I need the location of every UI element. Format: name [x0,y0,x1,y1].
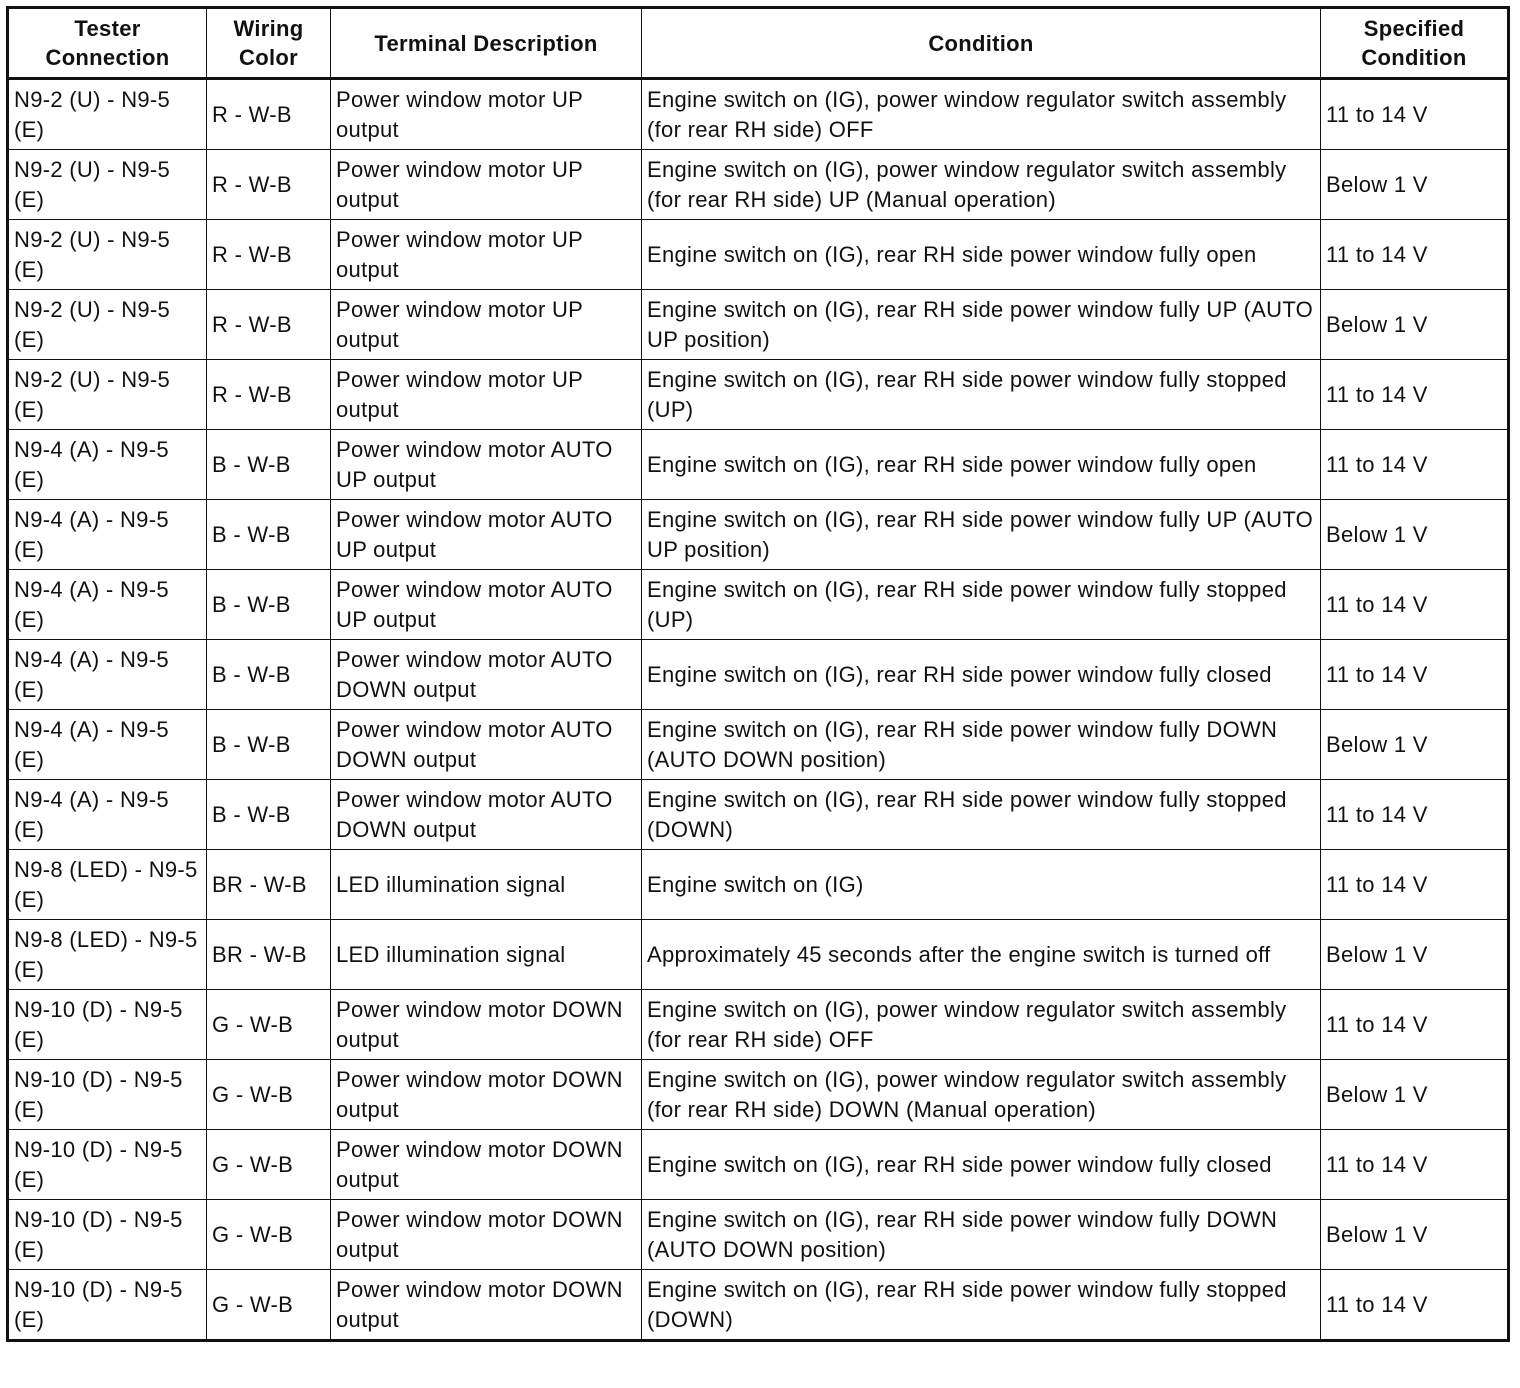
cell-condition: Engine switch on (IG), power window regulator switch assembly (for rear RH side) OFF [642,79,1321,150]
cell-wiring-color: G - W-B [207,1200,331,1270]
cell-wiring-color: B - W-B [207,780,331,850]
table-row [8,290,1509,360]
cell-wiring-color: BR - W-B [207,850,331,920]
table-row [8,1270,1509,1341]
cell-condition: Engine switch on (IG), rear RH side power window fully open [642,430,1321,500]
cell-specified-condition: 11 to 14 V [1321,430,1509,500]
cell-tester-connection: N9-2 (U) - N9-5 (E) [8,360,207,430]
cell-tester-connection: N9-4 (A) - N9-5 (E) [8,640,207,710]
table-row [8,360,1509,430]
cell-wiring-color: G - W-B [207,1060,331,1130]
cell-specified-condition: Below 1 V [1321,290,1509,360]
cell-tester-connection: N9-10 (D) - N9-5 (E) [8,1130,207,1200]
cell-specified-condition: Below 1 V [1321,1200,1509,1270]
cell-terminal-description: Power window motor AUTO UP output [331,500,642,570]
cell-terminal-description: Power window motor DOWN output [331,1270,642,1341]
cell-terminal-description: Power window motor UP output [331,220,642,290]
header-specified-condition: Specified Condition [1321,8,1509,79]
header-tester-connection: Tester Connection [8,8,207,79]
header-condition: Condition [642,8,1321,79]
cell-specified-condition: Below 1 V [1321,920,1509,990]
table-row [8,1060,1509,1130]
cell-tester-connection: N9-4 (A) - N9-5 (E) [8,710,207,780]
cell-wiring-color: R - W-B [207,220,331,290]
header-terminal-description: Terminal Description [331,8,642,79]
cell-specified-condition: 11 to 14 V [1321,360,1509,430]
cell-terminal-description: Power window motor DOWN output [331,1200,642,1270]
cell-terminal-description: Power window motor UP output [331,79,642,150]
cell-tester-connection: N9-2 (U) - N9-5 (E) [8,290,207,360]
table-row [8,150,1509,220]
cell-condition: Engine switch on (IG), rear RH side power window fully open [642,220,1321,290]
cell-terminal-description: Power window motor AUTO DOWN output [331,640,642,710]
cell-wiring-color: B - W-B [207,430,331,500]
cell-specified-condition: 11 to 14 V [1321,640,1509,710]
cell-terminal-description: Power window motor AUTO DOWN output [331,780,642,850]
cell-specified-condition: 11 to 14 V [1321,990,1509,1060]
cell-wiring-color: BR - W-B [207,920,331,990]
cell-condition: Engine switch on (IG), rear RH side power window fully stopped (DOWN) [642,780,1321,850]
cell-wiring-color: B - W-B [207,570,331,640]
table-row [8,640,1509,710]
cell-terminal-description: Power window motor UP output [331,290,642,360]
cell-tester-connection: N9-4 (A) - N9-5 (E) [8,500,207,570]
cell-condition: Engine switch on (IG), power window regulator switch assembly (for rear RH side) DOWN (Manual operation) [642,1060,1321,1130]
table-row [8,570,1509,640]
table-row [8,710,1509,780]
cell-wiring-color: B - W-B [207,500,331,570]
cell-tester-connection: N9-2 (U) - N9-5 (E) [8,220,207,290]
cell-specified-condition: 11 to 14 V [1321,1270,1509,1341]
cell-specified-condition: Below 1 V [1321,1060,1509,1130]
cell-tester-connection: N9-10 (D) - N9-5 (E) [8,990,207,1060]
table-row [8,850,1509,920]
cell-condition: Engine switch on (IG), rear RH side power window fully DOWN (AUTO DOWN position) [642,1200,1321,1270]
table-row [8,920,1509,990]
cell-condition: Engine switch on (IG), rear RH side power window fully UP (AUTO UP position) [642,290,1321,360]
cell-condition: Engine switch on (IG), rear RH side power window fully DOWN (AUTO DOWN position) [642,710,1321,780]
cell-specified-condition: Below 1 V [1321,150,1509,220]
cell-condition: Engine switch on (IG), rear RH side power window fully stopped (UP) [642,570,1321,640]
cell-tester-connection: N9-4 (A) - N9-5 (E) [8,780,207,850]
cell-tester-connection: N9-8 (LED) - N9-5 (E) [8,850,207,920]
cell-specified-condition: 11 to 14 V [1321,79,1509,150]
cell-condition: Engine switch on (IG), rear RH side power window fully UP (AUTO UP position) [642,500,1321,570]
cell-tester-connection: N9-2 (U) - N9-5 (E) [8,79,207,150]
cell-terminal-description: Power window motor AUTO UP output [331,570,642,640]
table-header-row [8,8,1509,79]
cell-tester-connection: N9-8 (LED) - N9-5 (E) [8,920,207,990]
cell-terminal-description: Power window motor DOWN output [331,1060,642,1130]
cell-specified-condition: 11 to 14 V [1321,1130,1509,1200]
cell-condition: Engine switch on (IG) [642,850,1321,920]
cell-condition: Approximately 45 seconds after the engine switch is turned off [642,920,1321,990]
terminal-check-table [6,6,1510,1342]
cell-specified-condition: 11 to 14 V [1321,850,1509,920]
cell-terminal-description: Power window motor DOWN output [331,1130,642,1200]
cell-wiring-color: G - W-B [207,1270,331,1341]
cell-wiring-color: R - W-B [207,150,331,220]
table-row [8,430,1509,500]
table-row [8,990,1509,1060]
cell-specified-condition: Below 1 V [1321,710,1509,780]
table-row [8,780,1509,850]
cell-terminal-description: Power window motor UP output [331,360,642,430]
table-row [8,1130,1509,1200]
cell-wiring-color: B - W-B [207,640,331,710]
table-row [8,220,1509,290]
cell-condition: Engine switch on (IG), rear RH side power window fully stopped (UP) [642,360,1321,430]
cell-wiring-color: R - W-B [207,290,331,360]
cell-tester-connection: N9-10 (D) - N9-5 (E) [8,1200,207,1270]
cell-wiring-color: B - W-B [207,710,331,780]
terminal-table-container [6,6,1510,1342]
cell-terminal-description: Power window motor UP output [331,150,642,220]
cell-terminal-description: Power window motor AUTO UP output [331,430,642,500]
cell-terminal-description: LED illumination signal [331,850,642,920]
cell-condition: Engine switch on (IG), power window regulator switch assembly (for rear RH side) OFF [642,990,1321,1060]
cell-specified-condition: Below 1 V [1321,500,1509,570]
cell-wiring-color: R - W-B [207,360,331,430]
cell-specified-condition: 11 to 14 V [1321,220,1509,290]
header-wiring-color: Wiring Color [207,8,331,79]
cell-wiring-color: G - W-B [207,990,331,1060]
table-row [8,79,1509,150]
cell-tester-connection: N9-10 (D) - N9-5 (E) [8,1270,207,1341]
cell-wiring-color: R - W-B [207,79,331,150]
cell-condition: Engine switch on (IG), rear RH side power window fully closed [642,640,1321,710]
cell-condition: Engine switch on (IG), power window regulator switch assembly (for rear RH side) UP (Manual operation) [642,150,1321,220]
cell-terminal-description: Power window motor DOWN output [331,990,642,1060]
table-row [8,500,1509,570]
cell-specified-condition: 11 to 14 V [1321,780,1509,850]
cell-tester-connection: N9-4 (A) - N9-5 (E) [8,570,207,640]
table-row [8,1200,1509,1270]
cell-wiring-color: G - W-B [207,1130,331,1200]
cell-terminal-description: LED illumination signal [331,920,642,990]
cell-condition: Engine switch on (IG), rear RH side power window fully closed [642,1130,1321,1200]
table-body [8,79,1509,1341]
cell-condition: Engine switch on (IG), rear RH side power window fully stopped (DOWN) [642,1270,1321,1341]
cell-specified-condition: 11 to 14 V [1321,570,1509,640]
cell-tester-connection: N9-10 (D) - N9-5 (E) [8,1060,207,1130]
cell-tester-connection: N9-2 (U) - N9-5 (E) [8,150,207,220]
cell-terminal-description: Power window motor AUTO DOWN output [331,710,642,780]
cell-tester-connection: N9-4 (A) - N9-5 (E) [8,430,207,500]
